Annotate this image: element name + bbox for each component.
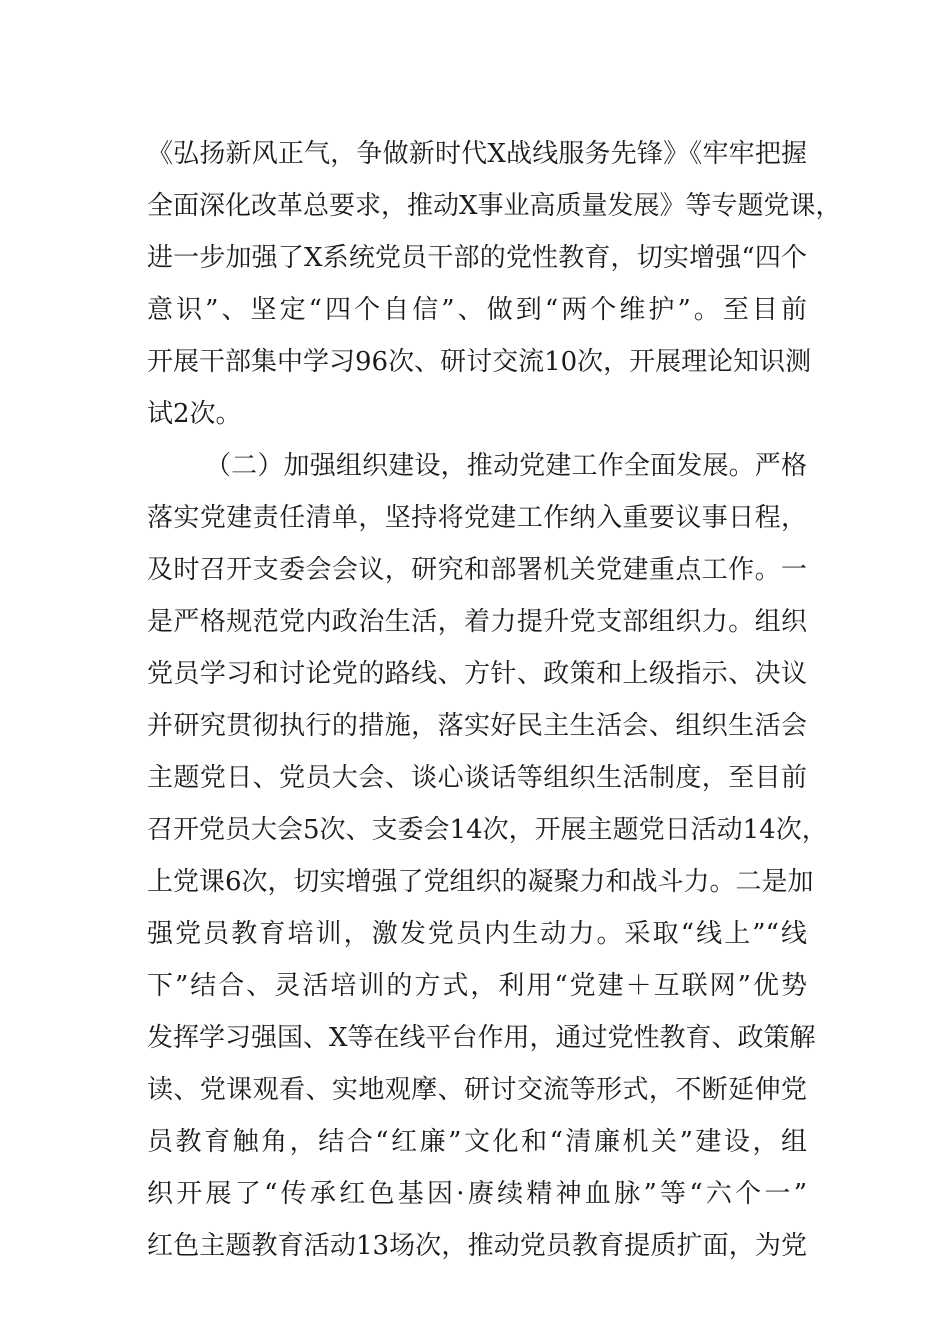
text-line: 召开党员大会5次、支委会14次，开展主题党日活动14次，: [147, 815, 828, 845]
text-line: 落实党建责任清单，坚持将党建工作纳入重要议事日程，: [147, 503, 807, 533]
text-line: 试2次。: [147, 399, 242, 429]
text-line: 主题党日、党员大会、谈心谈话等组织生活制度，至目前: [147, 763, 807, 793]
text-line: 织开展了“传承红色基因·赓续精神血脉”等“六个一”: [147, 1179, 807, 1209]
text-line: 红色主题教育活动13场次，推动党员教育提质扩面，为党: [147, 1231, 807, 1261]
section-heading-line: （二）加强组织建设，推动党建工作全面发展。严格: [205, 451, 807, 481]
text-line: 是严格规范党内政治生活，着力提升党支部组织力。组织: [147, 607, 807, 637]
text-line: 强党员教育培训，激发党员内生动力。采取“线上”“线: [147, 919, 807, 949]
text-line: 上党课6次，切实增强了党组织的凝聚力和战斗力。二是加: [147, 867, 814, 897]
text-line: 读、党课观看、实地观摩、研讨交流等形式，不断延伸党: [147, 1075, 807, 1105]
text-line: 进一步加强了X系统党员干部的党性教育，切实增强“四个: [147, 243, 807, 273]
text-line: 下”结合、灵活培训的方式，利用“党建＋互联网”优势: [147, 971, 807, 1001]
text-line: 及时召开支委会会议，研究和部署机关党建重点工作。一: [147, 555, 807, 585]
text-line: 开展干部集中学习96次、研讨交流10次，开展理论知识测: [147, 347, 812, 377]
text-line: 《弘扬新风正气，争做新时代X战线服务先锋》《牢牢把握: [147, 139, 807, 169]
body-text: [147, 128, 842, 1272]
text-line: 并研究贯彻执行的措施，落实好民主生活会、组织生活会: [147, 711, 807, 741]
text-line: 意识”、坚定“四个自信”、做到“两个维护”。至目前: [147, 295, 807, 325]
text-line: 员教育触角，结合“红廉”文化和“清廉机关”建设，组: [147, 1127, 807, 1157]
text-line: 党员学习和讨论党的路线、方针、政策和上级指示、决议: [147, 659, 807, 689]
text-line: 全面深化改革总要求，推动X事业高质量发展》等专题党课，: [147, 191, 842, 221]
text-line: 发挥学习强国、X等在线平台作用，通过党性教育、政策解: [147, 1023, 816, 1053]
